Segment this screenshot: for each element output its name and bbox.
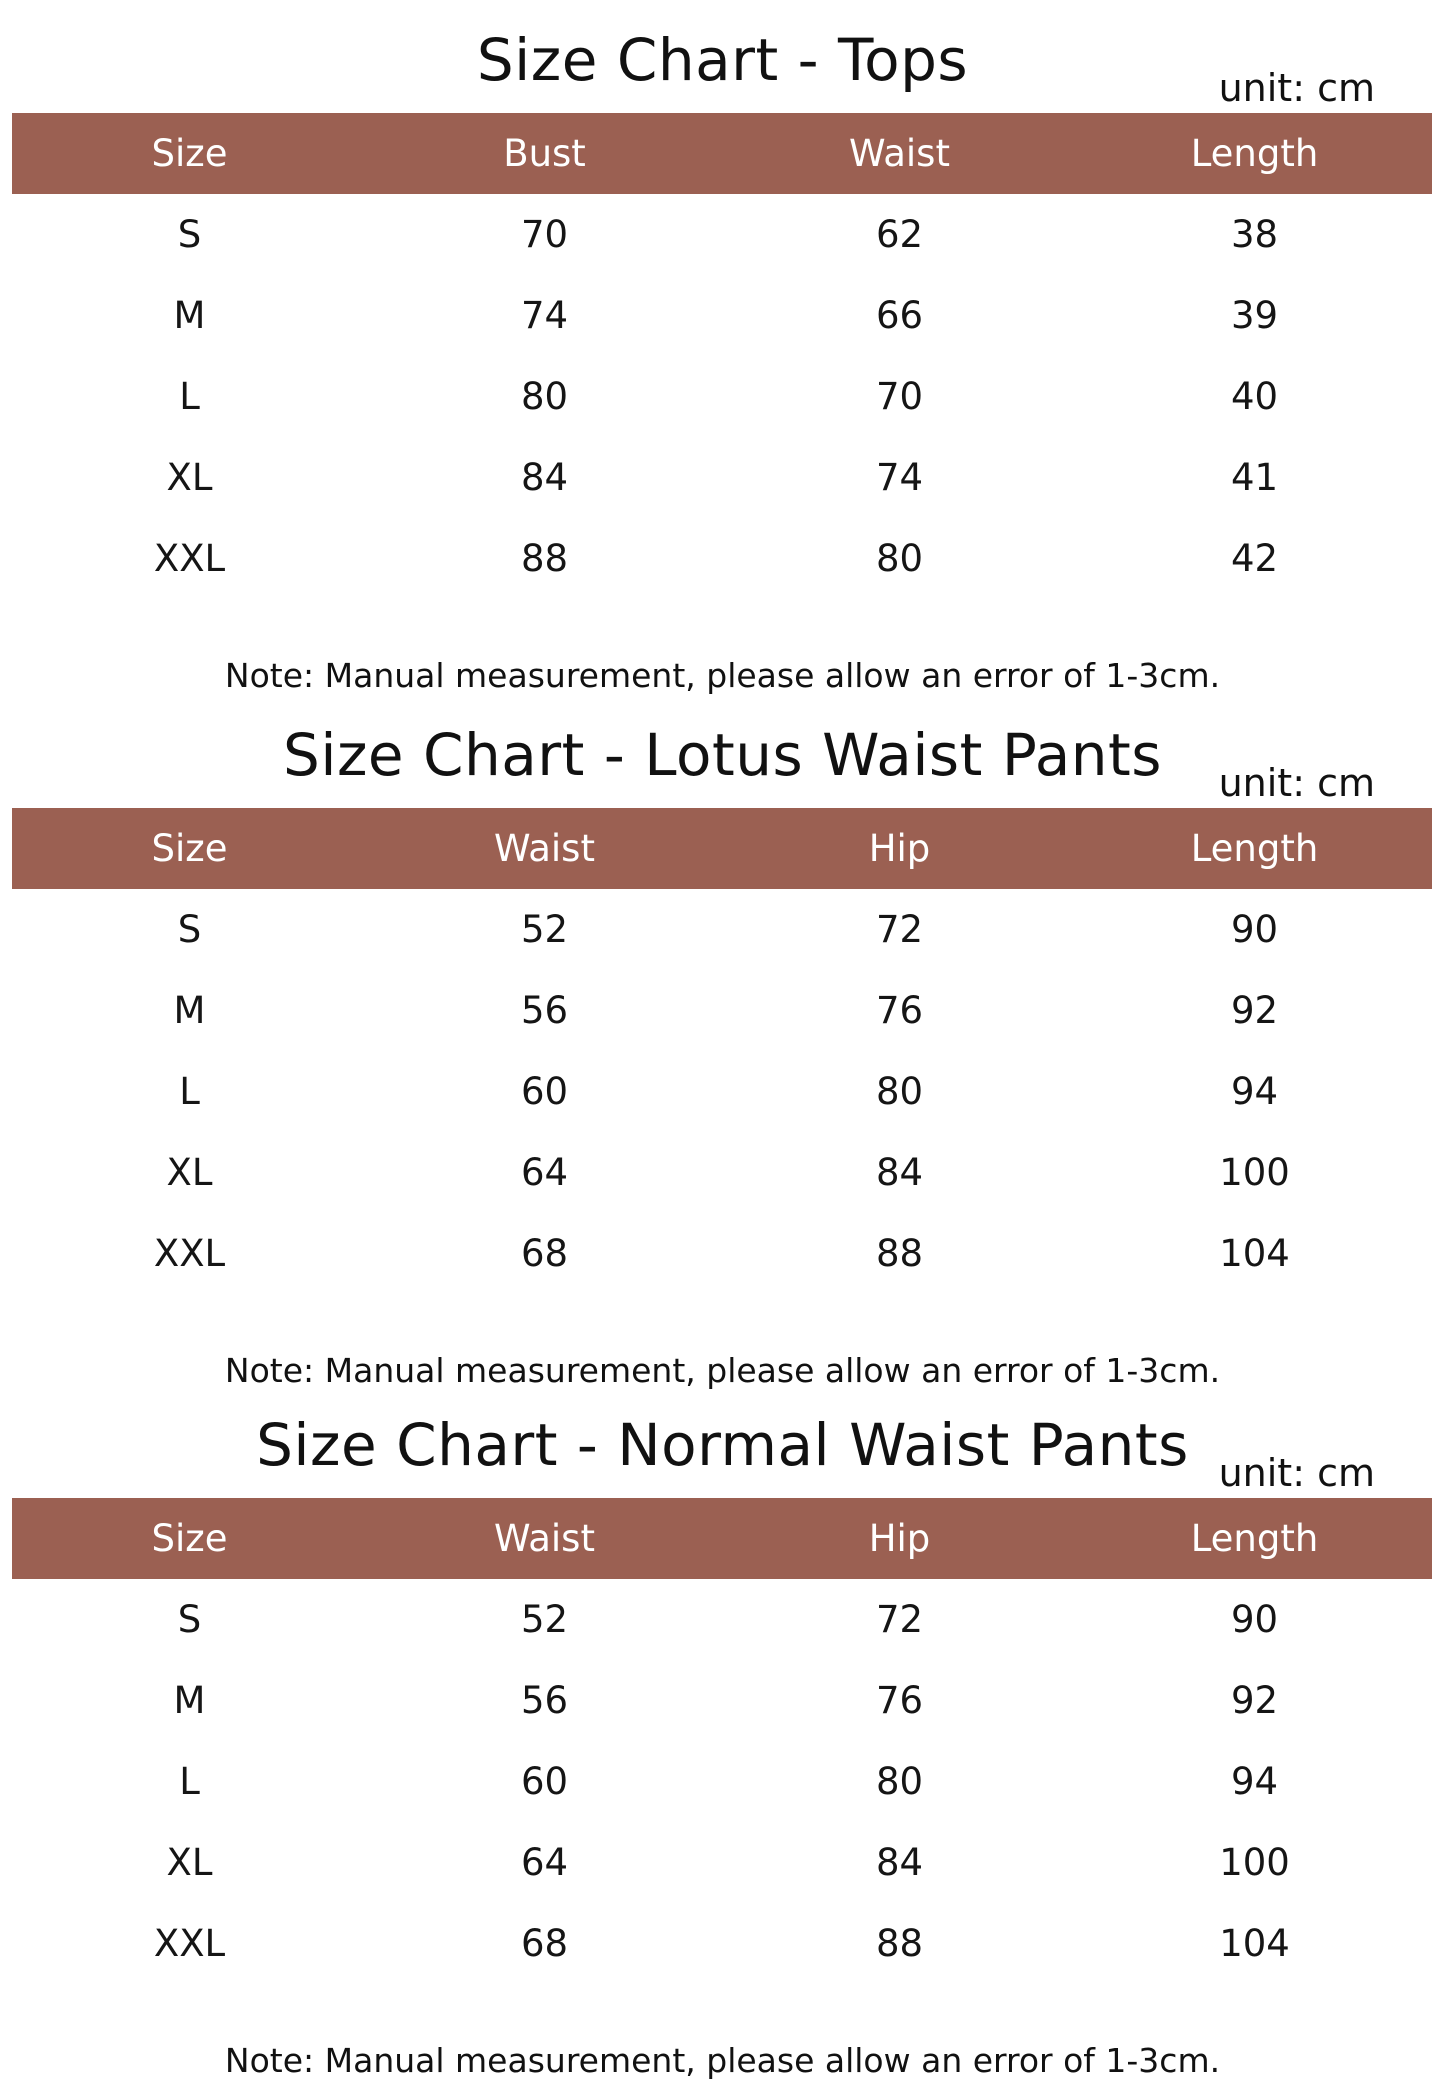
table-row (12, 518, 1432, 599)
table-cell: 80 (875, 1760, 924, 1803)
table-cell: 80 (875, 537, 924, 580)
table-cell: 74 (520, 294, 569, 337)
table-cell: 70 (875, 375, 924, 418)
table-cell: 64 (520, 1151, 569, 1194)
header-cell-waist: Waist (367, 808, 722, 889)
chart-title: Size Chart - Lotus Waist Pants (283, 721, 1162, 789)
table-cell: 74 (875, 456, 924, 499)
table-cell: 100 (1219, 1151, 1290, 1194)
table-cell: 80 (520, 375, 569, 418)
table-row (12, 1741, 1432, 1822)
table-cell: 100 (1219, 1841, 1290, 1884)
table-cell: 90 (1230, 908, 1279, 951)
table-cell: 90 (1230, 1598, 1279, 1641)
header-cell-bust: Bust (367, 113, 722, 194)
table-cell: 76 (875, 989, 924, 1032)
table-cell: 104 (1219, 1232, 1290, 1275)
table-header-row (12, 1498, 1432, 1579)
table-cell: 92 (1230, 989, 1279, 1032)
table-row (12, 1660, 1432, 1741)
table-cell: 52 (520, 1598, 569, 1641)
table-row (12, 1822, 1432, 1903)
table-cell: S (177, 1598, 202, 1641)
table-cell: 72 (875, 908, 924, 951)
header-cell-hip: Hip (722, 808, 1077, 889)
header-cell-length: Length (1077, 808, 1432, 889)
size-table (12, 808, 1432, 1294)
table-row (12, 1579, 1432, 1660)
table-row (12, 1132, 1432, 1213)
table-cell: M (173, 294, 206, 337)
table-cell: 56 (520, 989, 569, 1032)
table-cell: 64 (520, 1841, 569, 1884)
table-cell: 72 (875, 1598, 924, 1641)
table-cell: 68 (520, 1232, 569, 1275)
table-cell: 68 (520, 1922, 569, 1965)
table-cell: 56 (520, 1679, 569, 1722)
table-cell: 88 (875, 1922, 924, 1965)
table-cell: 76 (875, 1679, 924, 1722)
measurement-note: Note: Manual measurement, please allow an error of 1-3cm. (224, 2041, 1221, 2080)
table-cell: 104 (1219, 1922, 1290, 1965)
table-header-row (12, 808, 1432, 889)
table-cell: 84 (520, 456, 569, 499)
table-cell: 88 (520, 537, 569, 580)
size-chart-tops (0, 15, 1445, 695)
table-row (12, 356, 1432, 437)
table-cell: S (177, 213, 202, 256)
size-table (12, 1498, 1432, 1984)
size-chart-normal-waist-pants (0, 1400, 1445, 2080)
table-cell: 80 (875, 1070, 924, 1113)
table-cell: 62 (875, 213, 924, 256)
table-cell: M (173, 1679, 206, 1722)
unit-label: unit: cm (1218, 1451, 1375, 1495)
table-cell: 40 (1230, 375, 1279, 418)
table-row (12, 1903, 1432, 1984)
table-cell: 84 (875, 1841, 924, 1884)
table-cell: S (177, 908, 202, 951)
header-cell-length: Length (1077, 1498, 1432, 1579)
table-cell: M (173, 989, 206, 1032)
table-cell: XXL (153, 537, 226, 580)
measurement-note: Note: Manual measurement, please allow an error of 1-3cm. (224, 656, 1221, 695)
table-cell: XXL (153, 1922, 226, 1965)
table-row (12, 437, 1432, 518)
header-cell-size: Size (12, 808, 367, 889)
chart-title: Size Chart - Tops (476, 26, 969, 94)
size-chart-lotus-waist-pants (0, 710, 1445, 1390)
measurement-note: Note: Manual measurement, please allow an error of 1-3cm. (224, 1351, 1221, 1390)
table-row (12, 889, 1432, 970)
table-row (12, 1051, 1432, 1132)
table-row (12, 1213, 1432, 1294)
unit-label: unit: cm (1218, 761, 1375, 805)
table-cell: 42 (1230, 537, 1279, 580)
header-cell-size: Size (12, 1498, 367, 1579)
table-row (12, 970, 1432, 1051)
table-cell: 88 (875, 1232, 924, 1275)
table-cell: 60 (520, 1070, 569, 1113)
chart-title: Size Chart - Normal Waist Pants (256, 1411, 1189, 1479)
table-row (12, 194, 1432, 275)
table-cell: XXL (153, 1232, 226, 1275)
size-table (12, 113, 1432, 599)
table-cell: 38 (1230, 213, 1279, 256)
table-cell: 70 (520, 213, 569, 256)
header-cell-size: Size (12, 113, 367, 194)
header-cell-length: Length (1077, 113, 1432, 194)
table-cell: L (179, 375, 200, 418)
header-cell-waist: Waist (367, 1498, 722, 1579)
header-cell-hip: Hip (722, 1498, 1077, 1579)
table-cell: XL (166, 456, 213, 499)
table-row (12, 275, 1432, 356)
table-cell: 94 (1230, 1070, 1279, 1113)
table-cell: 52 (520, 908, 569, 951)
table-cell: XL (166, 1151, 213, 1194)
header-cell-waist: Waist (722, 113, 1077, 194)
table-cell: 41 (1230, 456, 1279, 499)
table-cell: 39 (1230, 294, 1279, 337)
table-cell: 60 (520, 1760, 569, 1803)
table-cell: XL (166, 1841, 213, 1884)
table-cell: 66 (875, 294, 924, 337)
table-cell: L (179, 1070, 200, 1113)
table-cell: 94 (1230, 1760, 1279, 1803)
unit-label: unit: cm (1218, 66, 1375, 110)
table-cell: 84 (875, 1151, 924, 1194)
table-cell: 92 (1230, 1679, 1279, 1722)
table-cell: L (179, 1760, 200, 1803)
table-header-row (12, 113, 1432, 194)
